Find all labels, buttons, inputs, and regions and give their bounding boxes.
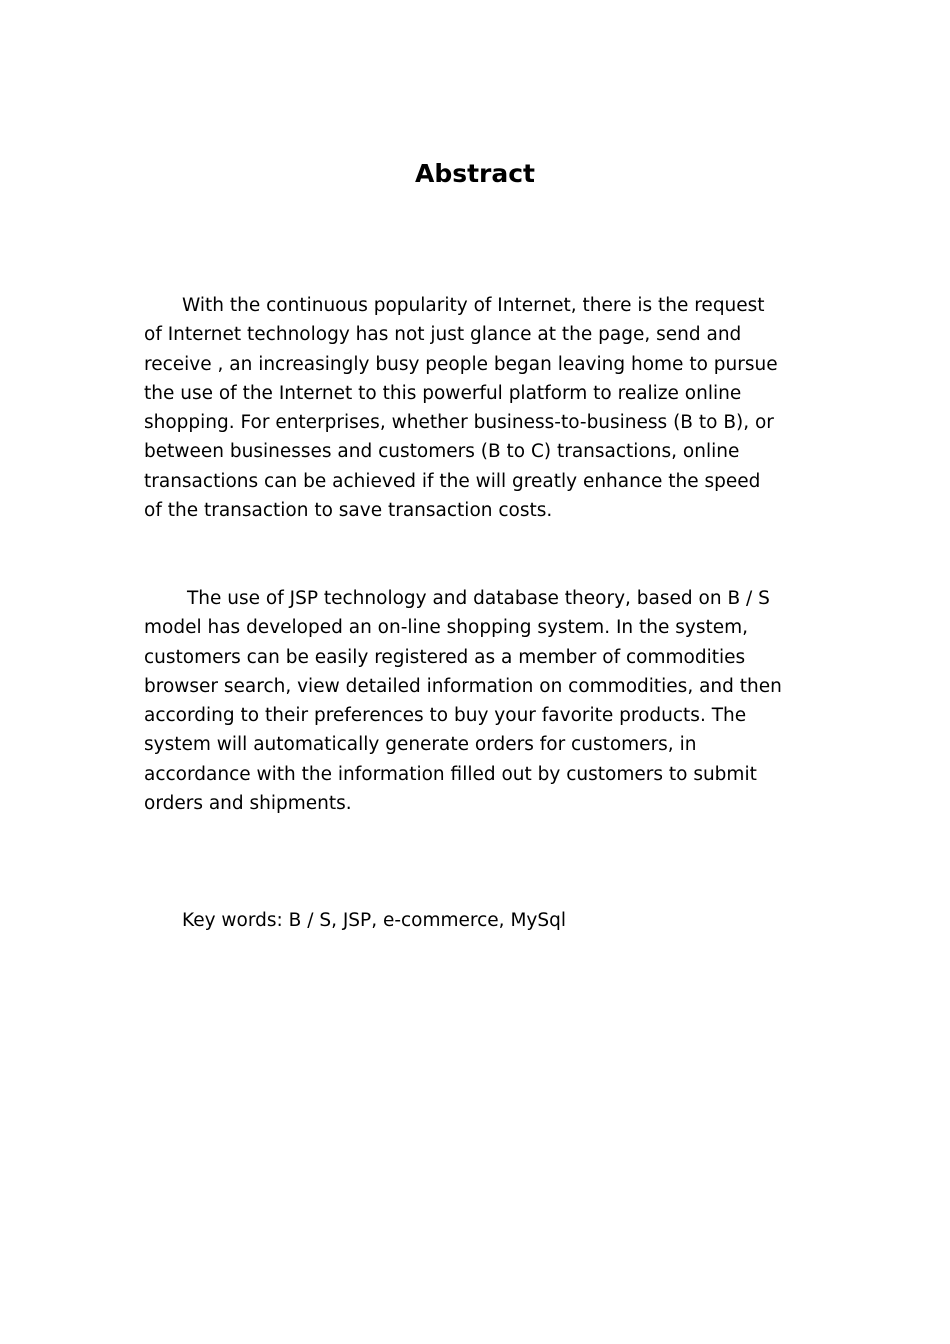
keywords-line: Key words: B / S, JSP, e-commerce, MySql <box>182 910 566 931</box>
abstract-paragraph-2: The use of JSP technology and database theory, based on B / S model has developed an on-line shopping system. In the system, customers can be easily registered as a member of commodities browser search, view detailed information on commodities, and then according to their preferences to buy your favorite products. The system will automatically generate orders for customers, in accordance with the information filled out by customers to submit orders and shipments. <box>144 588 782 815</box>
abstract-paragraph-1: With the continuous popularity of Internet, there is the request of Internet technology has not just glance at the page, send and receive , an increasingly busy people began leaving home to pursue the use of the Internet to this powerful platform to realize online shopping. For enterprises, whether business-to-business (B to B), or between businesses and customers (B to C) transactions, online transactions can be achieved if the will greatly enhance the speed of the transaction to save transaction costs. <box>144 295 778 522</box>
abstract-title: Abstract <box>414 159 536 188</box>
